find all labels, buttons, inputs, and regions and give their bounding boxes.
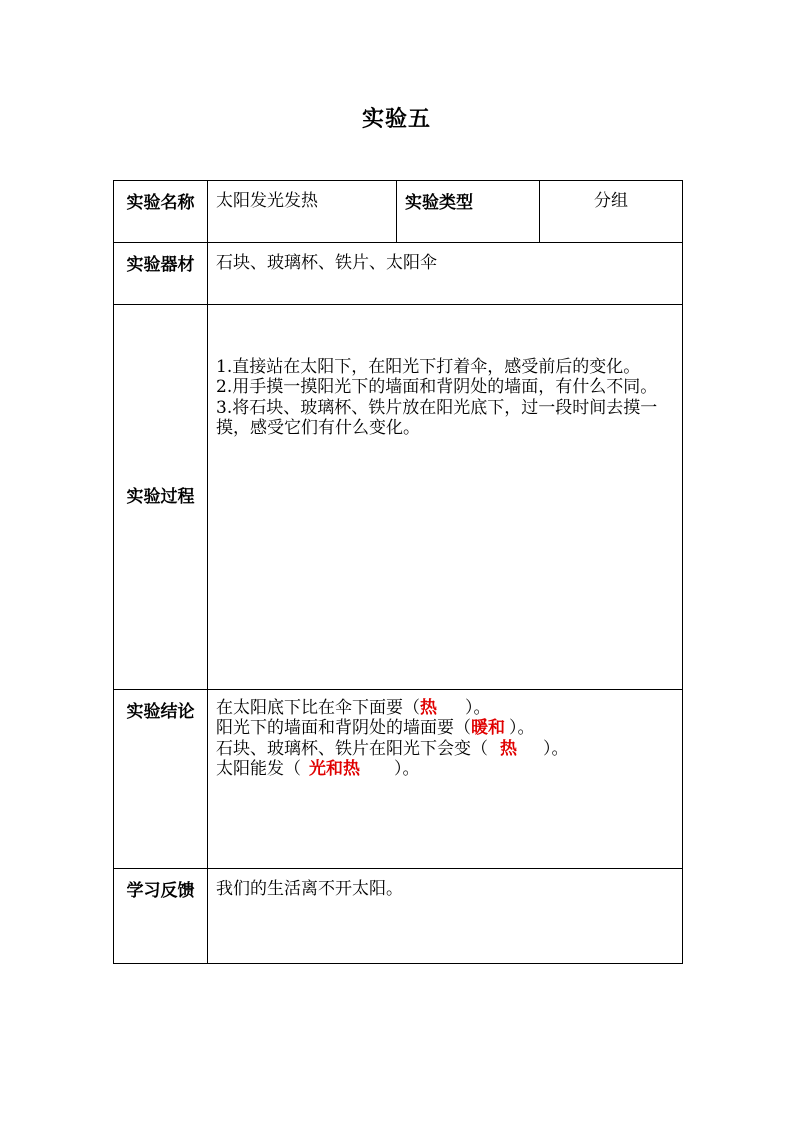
row-feedback [114, 869, 683, 964]
equipment-label: 实验器材 [114, 243, 208, 305]
answer-text: 暖和 [471, 718, 505, 739]
conclusion-lines [208, 690, 683, 869]
row-name [114, 181, 683, 243]
row-equipment [114, 243, 683, 305]
conclusion-label: 实验结论 [114, 690, 208, 869]
answer-text: 热 [500, 738, 517, 759]
type-value: 分组 [540, 181, 683, 243]
feedback-label: 学习反馈 [114, 869, 208, 964]
answer-text: 光和热 [309, 759, 360, 780]
row-conclusion [114, 690, 683, 869]
equipment-value: 石块、玻璃杯、铁片、太阳伞 [208, 243, 683, 305]
name-value: 太阳发光发热 [208, 181, 397, 243]
process-step: 2.用手摸一摸阳光下的墙面和背阴处的墙面，有什么不同。 [216, 377, 658, 398]
process-step: 1.直接站在太阳下，在阳光下打着伞，感受前后的变化。 [216, 357, 641, 377]
experiment-table [113, 180, 683, 964]
name-label: 实验名称 [114, 181, 208, 243]
answer-text: 热 [420, 698, 437, 718]
conclusion-line: 石块、玻璃杯、铁片在阳光下会变（ 热 ）。 [216, 738, 569, 759]
process-step: 3.将石块、玻璃杯、铁片放在阳光底下，过一段时间去摸一摸，感受它们有什么变化。 [216, 397, 658, 439]
process-label: 实验过程 [114, 305, 208, 690]
page-title: 实验五 [361, 106, 431, 132]
conclusion-line: 阳光下的墙面和背阴处的墙面要（暖和 ）。 [216, 718, 535, 739]
type-label: 实验类型 [397, 181, 540, 243]
process-steps [208, 305, 683, 690]
conclusion-line: 太阳能发（ 光和热 ）。 [216, 759, 420, 780]
feedback-value: 我们的生活离不开太阳。 [208, 869, 683, 964]
conclusion-line: 在太阳底下比在伞下面要（热 ）。 [216, 698, 491, 718]
row-process [114, 305, 683, 690]
